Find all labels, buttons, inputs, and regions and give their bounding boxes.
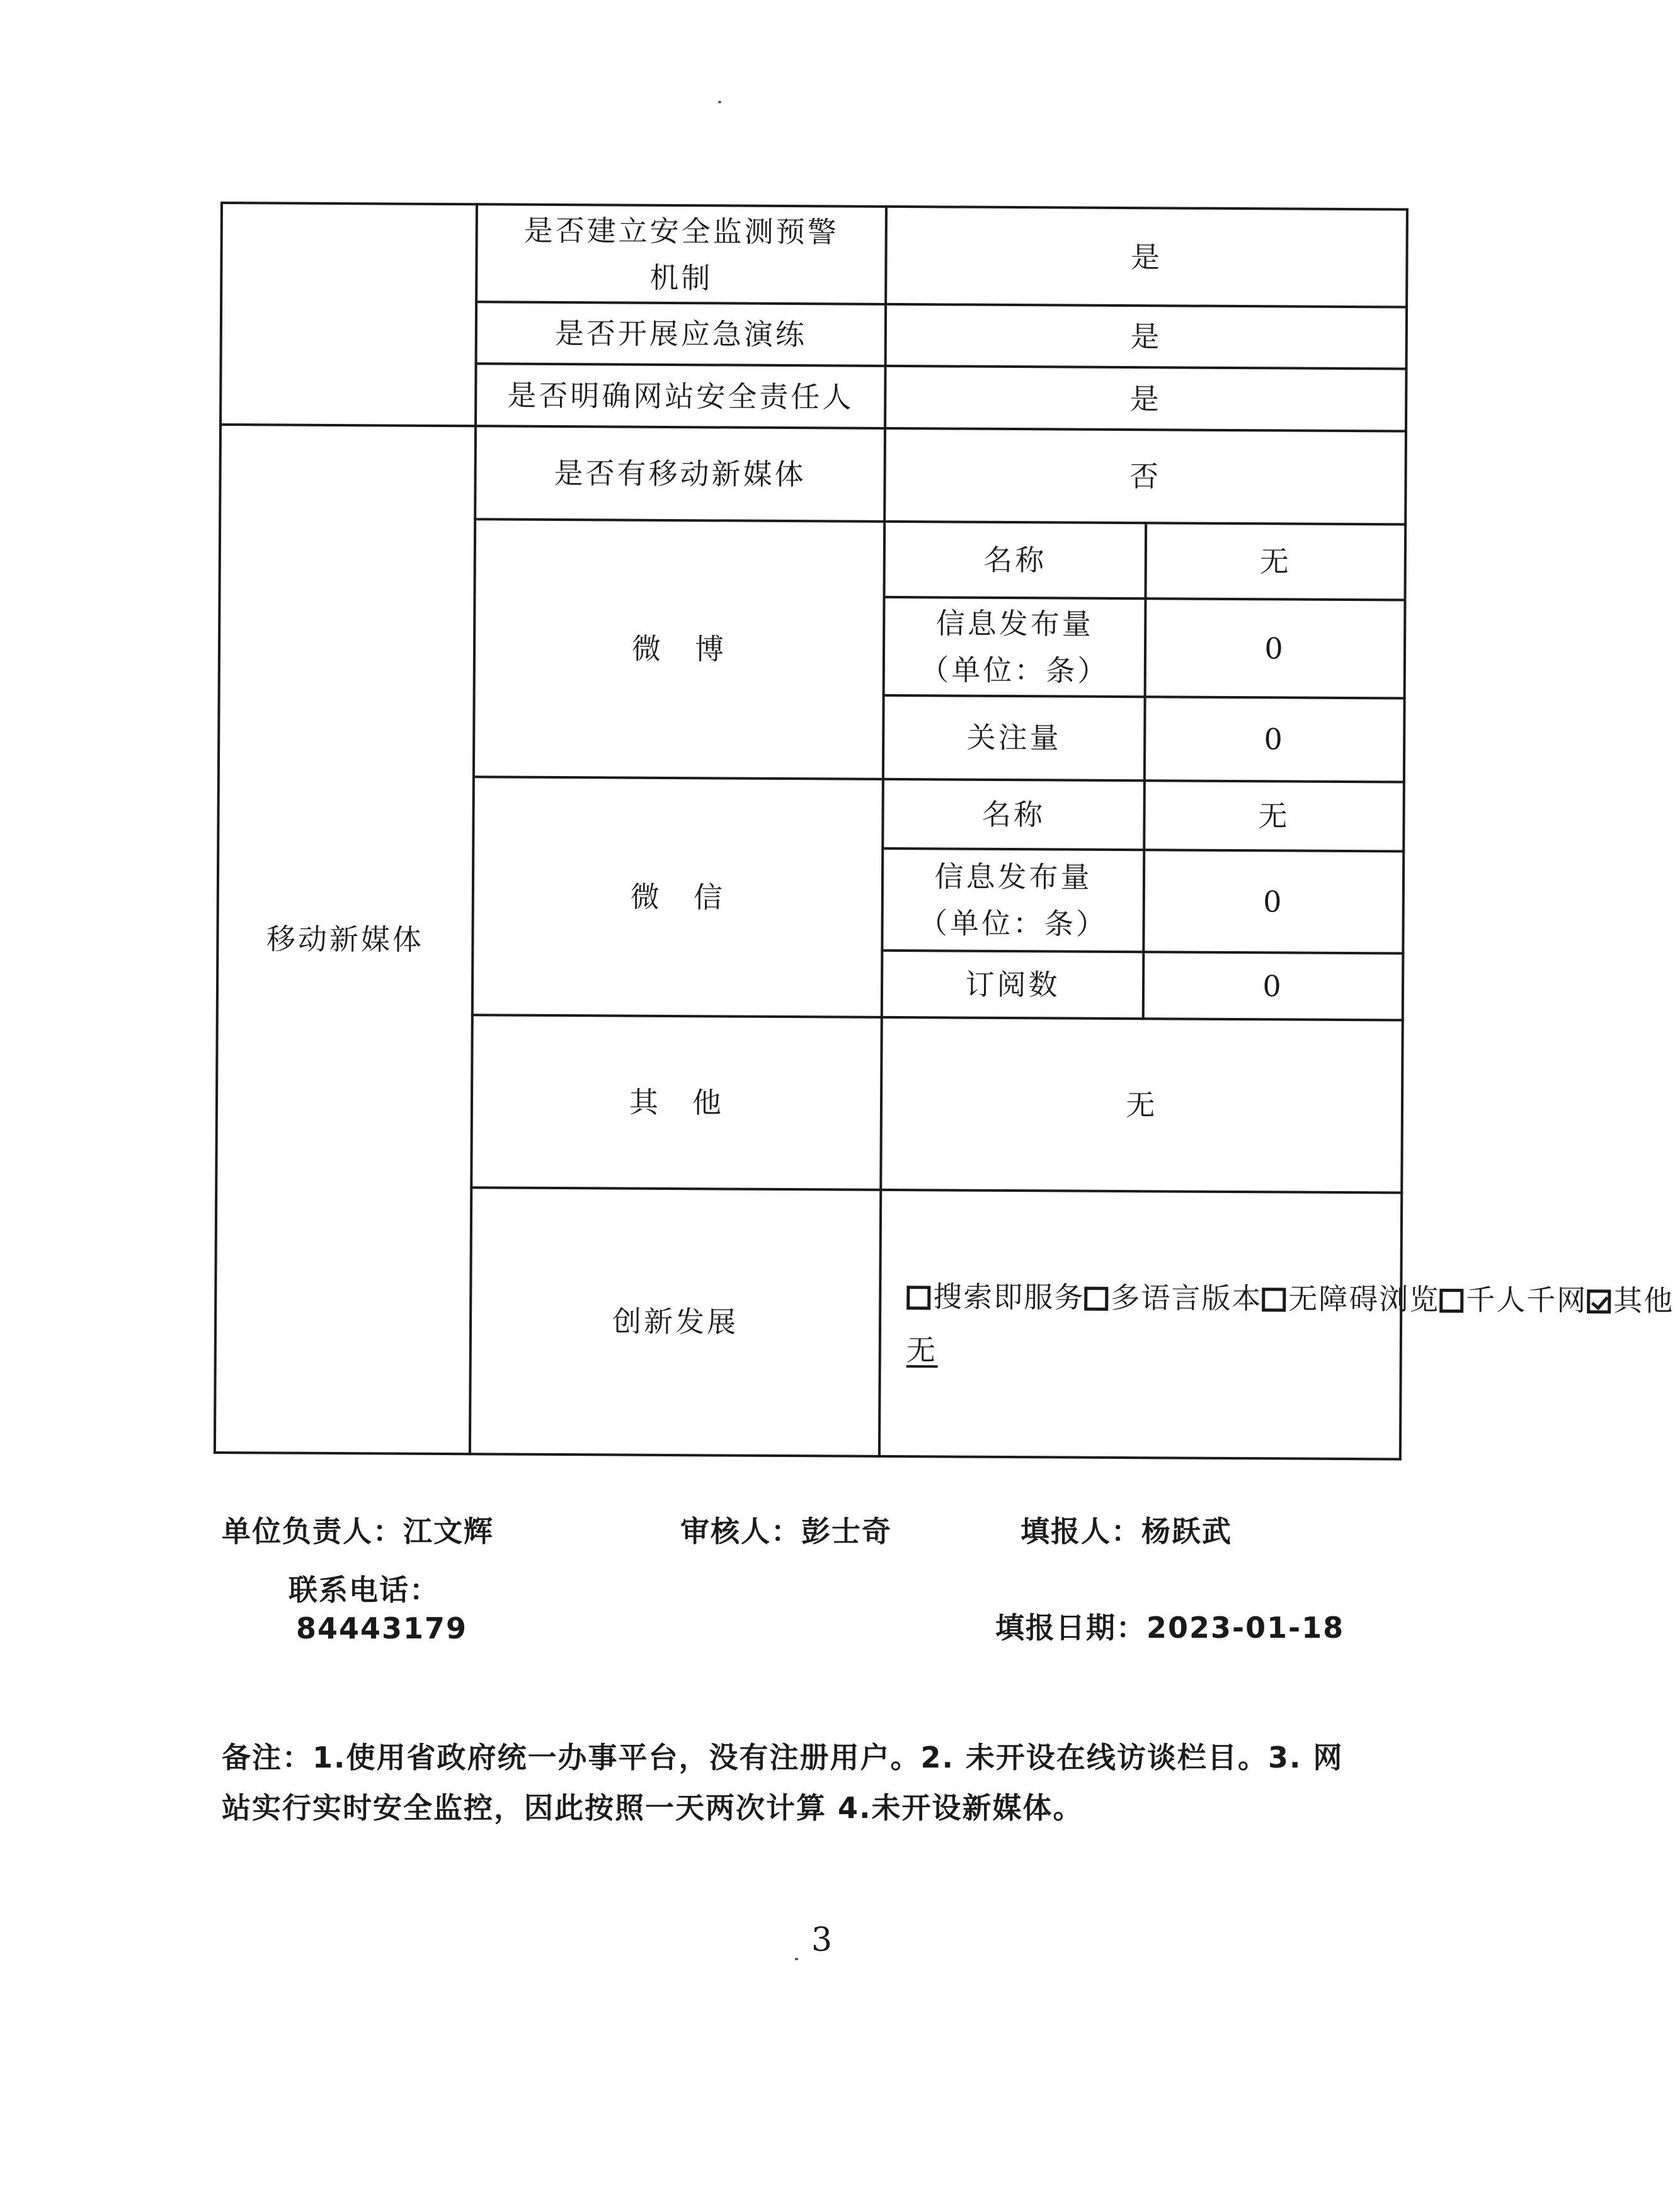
option-other[interactable]: 其他 — [1587, 1277, 1674, 1324]
weibo-posts-label: 信息发布量（单位：条） — [884, 597, 1146, 697]
checkbox-icon[interactable] — [906, 1286, 930, 1310]
remark-note: 备注：1.使用省政府统一办事平台，没有注册用户。2. 未开设在线访谈栏目。3. 网站实行实时安全监控，因此按照一天两次计算 4.未开设新媒体。 — [222, 1740, 1344, 1825]
wechat-posts-label: 信息发布量（单位：条） — [882, 848, 1144, 952]
wechat-posts-value: 0 — [1143, 850, 1403, 953]
weibo-label: 微 博 — [474, 519, 884, 779]
checkbox-icon[interactable] — [1084, 1287, 1108, 1311]
reviewer: 审核人：彭士奇 — [680, 1514, 892, 1548]
mobile-media-section-label: 移动新媒体 — [215, 425, 476, 1454]
row-value-monitoring: 是 — [886, 207, 1407, 307]
option-accessibility[interactable]: 无障碍浏览 — [1262, 1275, 1439, 1323]
row-label-monitoring: 是否建立安全监测预警机制 — [476, 204, 886, 304]
other-media-label: 其 他 — [471, 1015, 882, 1190]
scan-speck — [718, 101, 721, 103]
innovation-other-text: 无 — [906, 1332, 938, 1368]
security-section-cell — [220, 203, 477, 426]
report-table — [214, 202, 1674, 1461]
weibo-followers-label: 关注量 — [883, 695, 1145, 780]
checkbox-icon[interactable] — [1262, 1288, 1286, 1311]
innovation-options — [906, 1273, 1674, 1324]
checkbox-checked-icon[interactable] — [1587, 1289, 1611, 1313]
page-number: 3 — [811, 1921, 833, 1959]
table-row — [220, 425, 1406, 525]
row-label-drill: 是否开展应急演练 — [476, 302, 886, 367]
unit-head: 单位负责人：江文辉 — [222, 1514, 494, 1548]
weibo-followers-value: 0 — [1145, 697, 1405, 782]
wechat-label: 微 信 — [472, 777, 883, 1017]
weibo-posts-value: 0 — [1145, 599, 1405, 699]
fill-date: 填报日期：2023-01-18 — [995, 1611, 1345, 1645]
checkbox-icon[interactable] — [1439, 1289, 1463, 1313]
innovation-label: 创新发展 — [470, 1187, 881, 1456]
weibo-name-value: 无 — [1146, 523, 1406, 600]
wechat-subscribers-value: 0 — [1143, 952, 1403, 1020]
innovation-options-cell — [879, 1190, 1674, 1460]
phone-label: 联系电话： — [289, 1573, 440, 1607]
weibo-name-label: 名称 — [884, 522, 1146, 599]
row-label-has-mobile-media: 是否有移动新媒体 — [475, 426, 885, 522]
row-value-responsible: 是 — [885, 366, 1407, 431]
row-label-responsible: 是否明确网站安全责任人 — [476, 364, 886, 428]
table-row — [221, 203, 1407, 307]
wechat-subscribers-label: 订阅数 — [882, 950, 1144, 1019]
other-media-value: 无 — [881, 1017, 1403, 1193]
row-value-drill: 是 — [886, 304, 1407, 369]
row-value-has-mobile-media: 否 — [884, 428, 1406, 525]
scan-speck — [795, 1958, 798, 1960]
option-search-as-service[interactable]: 搜索即服务 — [906, 1273, 1084, 1321]
phone-number: 84443179 — [296, 1611, 468, 1645]
option-multilingual[interactable]: 多语言版本 — [1084, 1274, 1262, 1322]
wechat-name-label: 名称 — [883, 779, 1145, 850]
wechat-name-value: 无 — [1144, 780, 1404, 852]
filler: 填报人：杨跃武 — [1020, 1514, 1232, 1548]
option-personalized[interactable]: 千人千网 — [1439, 1276, 1587, 1323]
